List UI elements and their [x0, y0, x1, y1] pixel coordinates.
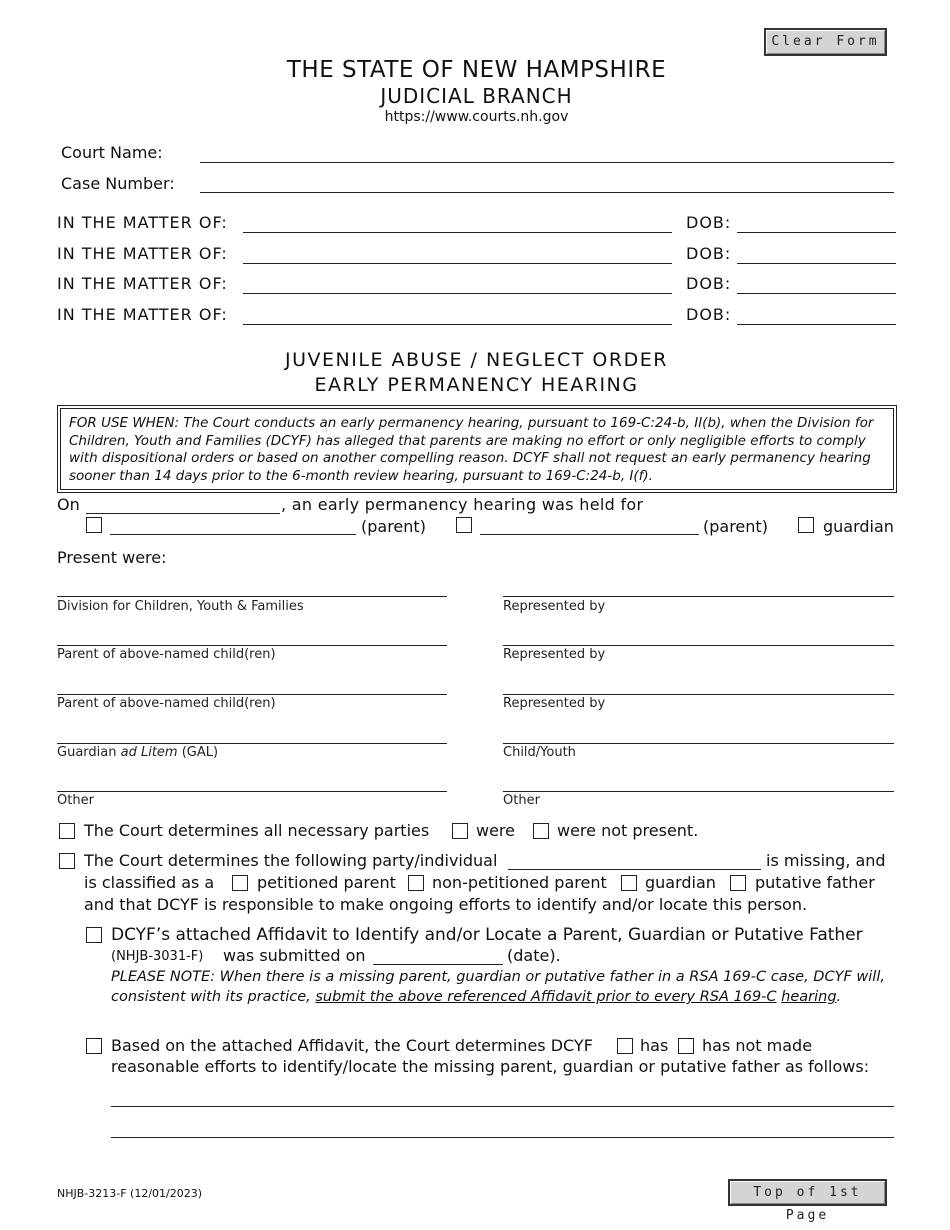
branch-title: JUDICIAL BRANCH — [380, 84, 573, 108]
guardian-label: guardian — [823, 517, 894, 536]
represented-by-label: Represented by — [503, 696, 606, 711]
parent-2-present-label: Parent of above-named child(ren) — [57, 696, 276, 711]
missing-party-text: The Court determines the following party/individual — [84, 851, 498, 870]
represented-by-label: Represented by — [503, 647, 606, 662]
order-title: JUVENILE ABUSE / NEGLECT ORDER — [285, 349, 668, 371]
for-use-when-notice — [57, 405, 897, 493]
present-were-label: Present were: — [57, 548, 167, 567]
gal-italic: ad Litem — [120, 745, 178, 760]
dob-field[interactable] — [737, 263, 896, 264]
has-not-label: has not made — [702, 1036, 813, 1055]
gal-suffix: (GAL) — [177, 745, 219, 760]
affidavit-checkbox[interactable] — [86, 927, 102, 943]
matter-label: IN THE MATTER OF: — [57, 305, 228, 324]
affidavit-date-field[interactable] — [373, 964, 503, 965]
has-not-checkbox[interactable] — [678, 1038, 694, 1054]
dcyf-label: Division for Children, Youth & Families — [57, 599, 304, 614]
top-of-first-page-button[interactable]: Top of 1st Page — [728, 1179, 887, 1206]
parent-1-present-field[interactable] — [57, 645, 447, 646]
parent-1-represented-field[interactable] — [503, 645, 894, 646]
missing-guardian-label: guardian — [645, 873, 716, 892]
were-label: were — [476, 821, 515, 840]
dob-field[interactable] — [737, 293, 896, 294]
dob-label: DOB: — [686, 213, 732, 232]
efforts-text: Based on the attached Affidavit, the Court determines DCYF — [111, 1036, 593, 1055]
matter-name-field[interactable] — [243, 263, 672, 264]
child-youth-field[interactable] — [503, 743, 894, 744]
affidavit-form-ref: (NHJB-3031-F) — [111, 949, 204, 964]
dob-label: DOB: — [686, 244, 732, 263]
parties-text: The Court determines all necessary parties — [84, 821, 430, 840]
petitioned-parent-label: petitioned parent — [257, 873, 396, 892]
dob-label: DOB: — [686, 305, 732, 324]
parent-2-label: (parent) — [703, 517, 768, 536]
putative-father-checkbox[interactable] — [730, 875, 746, 891]
affidavit-submitted-text: was submitted on — [223, 946, 366, 965]
dob-field[interactable] — [737, 232, 896, 233]
court-name-label: Court Name: — [61, 143, 163, 162]
matter-name-field[interactable] — [243, 324, 672, 325]
matter-label: IN THE MATTER OF: — [57, 213, 228, 232]
hearing-held-text: , an early permanency hearing was held for — [281, 495, 644, 514]
petitioned-parent-checkbox[interactable] — [232, 875, 248, 891]
gal-prefix: Guardian — [57, 745, 121, 760]
missing-party-field[interactable] — [508, 869, 761, 870]
other-right-field[interactable] — [503, 791, 894, 792]
has-checkbox[interactable] — [617, 1038, 633, 1054]
case-number-field[interactable] — [200, 192, 894, 193]
putative-father-label: putative father — [755, 873, 875, 892]
parent-2-checkbox[interactable] — [456, 517, 472, 533]
efforts-text-line2: reasonable efforts to identify/locate the missing parent, guardian or putative father as follows: — [111, 1057, 870, 1076]
matter-name-field[interactable] — [243, 293, 672, 294]
gal-label — [57, 745, 218, 760]
on-label: On — [57, 495, 80, 514]
matter-name-field[interactable] — [243, 232, 672, 233]
please-note-period: . — [836, 989, 842, 1005]
has-label: has — [640, 1036, 669, 1055]
order-subtitle: EARLY PERMANENCY HEARING — [314, 374, 639, 396]
please-note-hearing: hearing — [781, 989, 837, 1005]
dob-label: DOB: — [686, 274, 732, 293]
gal-present-field[interactable] — [57, 743, 447, 744]
child-youth-label: Child/Youth — [503, 745, 576, 760]
represented-by-label: Represented by — [503, 599, 606, 614]
please-note-text: PLEASE NOTE: When there is a missing parent, guardian or putative father in a RSA 169-C case, DCYF will, consistent with its practice, — [111, 969, 885, 1005]
guardian-checkbox[interactable] — [798, 517, 814, 533]
hearing-date-field[interactable] — [86, 513, 280, 514]
missing-party-checkbox[interactable] — [59, 853, 75, 869]
state-title: THE STATE OF NEW HAMPSHIRE — [286, 57, 667, 83]
efforts-explanation-line-2[interactable] — [111, 1137, 894, 1138]
parent-2-name-field[interactable] — [480, 534, 699, 535]
were-checkbox[interactable] — [452, 823, 468, 839]
non-petitioned-parent-label: non-petitioned parent — [432, 873, 607, 892]
please-note — [111, 967, 896, 1007]
efforts-checkbox[interactable] — [86, 1038, 102, 1054]
court-url: https://www.courts.nh.gov — [384, 109, 569, 125]
notice-text: FOR USE WHEN: The Court conducts an early permanency hearing, pursuant to 169-C:24-b, II(b), when the Division for Children, Youth and Families (DCYF) has alleged that parents are making no effort or only negligible efforts to comply with dispositional orders or based on another compelling reason. DCYF shall not request an early permanency hearing sooner than 14 days prior to the 6-month review hearing, pursuant to 169-C:24-b, I(f). — [60, 408, 894, 490]
case-number-label: Case Number: — [61, 174, 175, 193]
parent-2-represented-field[interactable] — [503, 694, 894, 695]
classified-text: is classified as a — [84, 873, 215, 892]
affidavit-date-label: (date). — [507, 946, 561, 965]
non-petitioned-parent-checkbox[interactable] — [408, 875, 424, 891]
dob-field[interactable] — [737, 324, 896, 325]
parent-1-label: (parent) — [361, 517, 426, 536]
affidavit-title: DCYF’s attached Affidavit to Identify and/or Locate a Parent, Guardian or Putative Father — [111, 925, 863, 945]
responsible-text: and that DCYF is responsible to make ongoing efforts to identify and/or locate this person. — [84, 895, 808, 914]
missing-guardian-checkbox[interactable] — [621, 875, 637, 891]
dcyf-present-field[interactable] — [57, 596, 447, 597]
parent-2-present-field[interactable] — [57, 694, 447, 695]
please-note-underlined: submit the above referenced Affidavit prior to every RSA 169-C — [315, 989, 777, 1005]
clear-form-button[interactable]: Clear Form — [764, 28, 887, 56]
form-id: NHJB-3213-F (12/01/2023) — [57, 1187, 203, 1200]
missing-party-text-end: is missing, and — [766, 851, 886, 870]
other-left-label: Other — [57, 793, 94, 808]
dcyf-represented-field[interactable] — [503, 596, 894, 597]
parent-1-name-field[interactable] — [110, 534, 356, 535]
court-name-field[interactable] — [200, 162, 894, 163]
were-not-checkbox[interactable] — [533, 823, 549, 839]
parties-checkbox[interactable] — [59, 823, 75, 839]
matter-label: IN THE MATTER OF: — [57, 274, 228, 293]
parent-1-checkbox[interactable] — [86, 517, 102, 533]
other-left-field[interactable] — [57, 791, 447, 792]
parent-1-present-label: Parent of above-named child(ren) — [57, 647, 276, 662]
efforts-explanation-line-1[interactable] — [111, 1106, 894, 1107]
were-not-label: were not present. — [557, 821, 699, 840]
other-right-label: Other — [503, 793, 540, 808]
matter-label: IN THE MATTER OF: — [57, 244, 228, 263]
